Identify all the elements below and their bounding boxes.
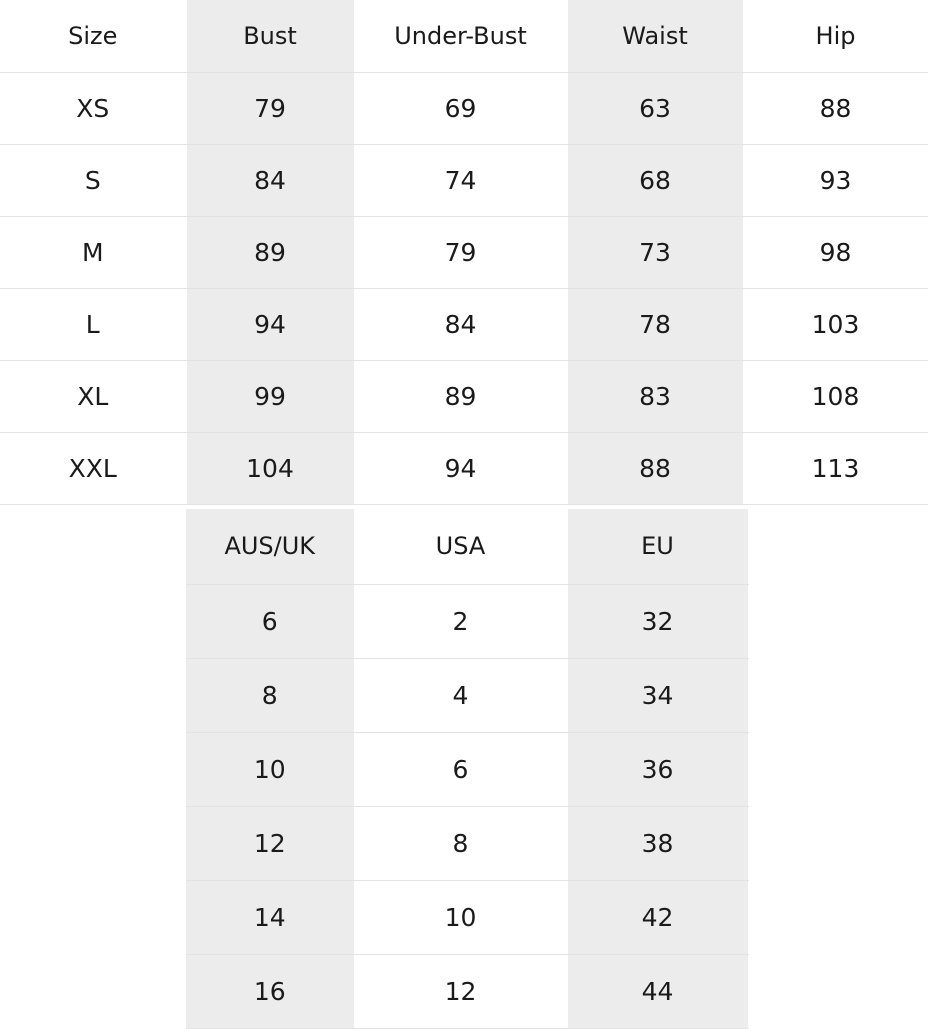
conversion-table-body <box>186 585 748 1029</box>
cell-waist: 68 <box>567 145 743 217</box>
cell-aus-uk: 6 <box>186 585 354 659</box>
cell-bust: 104 <box>186 433 354 505</box>
table-row <box>0 73 928 145</box>
cell-bust: 99 <box>186 361 354 433</box>
cell-under-bust: 69 <box>354 73 567 145</box>
cell-usa: 8 <box>354 807 567 881</box>
cell-waist: 63 <box>567 73 743 145</box>
cell-usa: 4 <box>354 659 567 733</box>
cell-eu: 34 <box>567 659 748 733</box>
cell-under-bust: 89 <box>354 361 567 433</box>
cell-bust: 89 <box>186 217 354 289</box>
column-header-size: Size <box>0 0 186 73</box>
cell-size: XS <box>0 73 186 145</box>
table-header-row <box>186 509 748 585</box>
table-row <box>0 145 928 217</box>
cell-waist: 78 <box>567 289 743 361</box>
column-header-hip: Hip <box>743 0 928 73</box>
table-row <box>0 217 928 289</box>
table-row <box>186 659 748 733</box>
cell-aus-uk: 8 <box>186 659 354 733</box>
cell-aus-uk: 10 <box>186 733 354 807</box>
cell-hip: 113 <box>743 433 928 505</box>
cell-bust: 84 <box>186 145 354 217</box>
column-header-aus-uk: AUS/UK <box>186 509 354 585</box>
body-measurements-table <box>0 0 928 505</box>
cell-usa: 12 <box>354 955 567 1029</box>
measurements-table-head <box>0 0 928 73</box>
cell-usa: 2 <box>354 585 567 659</box>
column-header-bust: Bust <box>186 0 354 73</box>
cell-eu: 38 <box>567 807 748 881</box>
cell-size: L <box>0 289 186 361</box>
cell-eu: 36 <box>567 733 748 807</box>
cell-under-bust: 84 <box>354 289 567 361</box>
column-header-waist: Waist <box>567 0 743 73</box>
cell-waist: 88 <box>567 433 743 505</box>
cell-size: XXL <box>0 433 186 505</box>
cell-size: M <box>0 217 186 289</box>
cell-hip: 108 <box>743 361 928 433</box>
cell-eu: 42 <box>567 881 748 955</box>
cell-aus-uk: 14 <box>186 881 354 955</box>
measurements-table-body <box>0 73 928 505</box>
cell-hip: 103 <box>743 289 928 361</box>
cell-under-bust: 74 <box>354 145 567 217</box>
cell-eu: 44 <box>567 955 748 1029</box>
cell-under-bust: 79 <box>354 217 567 289</box>
column-header-usa: USA <box>354 509 567 585</box>
cell-size: XL <box>0 361 186 433</box>
table-row <box>0 289 928 361</box>
cell-hip: 98 <box>743 217 928 289</box>
cell-under-bust: 94 <box>354 433 567 505</box>
cell-bust: 79 <box>186 73 354 145</box>
table-row <box>186 807 748 881</box>
conversion-table-head <box>186 509 748 585</box>
cell-size: S <box>0 145 186 217</box>
cell-hip: 93 <box>743 145 928 217</box>
table-row <box>186 881 748 955</box>
column-header-eu: EU <box>567 509 748 585</box>
cell-hip: 88 <box>743 73 928 145</box>
cell-aus-uk: 12 <box>186 807 354 881</box>
cell-aus-uk: 16 <box>186 955 354 1029</box>
table-row <box>186 955 748 1029</box>
cell-usa: 6 <box>354 733 567 807</box>
cell-usa: 10 <box>354 881 567 955</box>
table-row <box>186 585 748 659</box>
table-row <box>0 361 928 433</box>
column-header-under-bust: Under-Bust <box>354 0 567 73</box>
size-conversion-table <box>186 509 749 1029</box>
cell-waist: 83 <box>567 361 743 433</box>
cell-bust: 94 <box>186 289 354 361</box>
table-header-row <box>0 0 928 73</box>
table-row <box>0 433 928 505</box>
cell-eu: 32 <box>567 585 748 659</box>
cell-waist: 73 <box>567 217 743 289</box>
table-row <box>186 733 748 807</box>
